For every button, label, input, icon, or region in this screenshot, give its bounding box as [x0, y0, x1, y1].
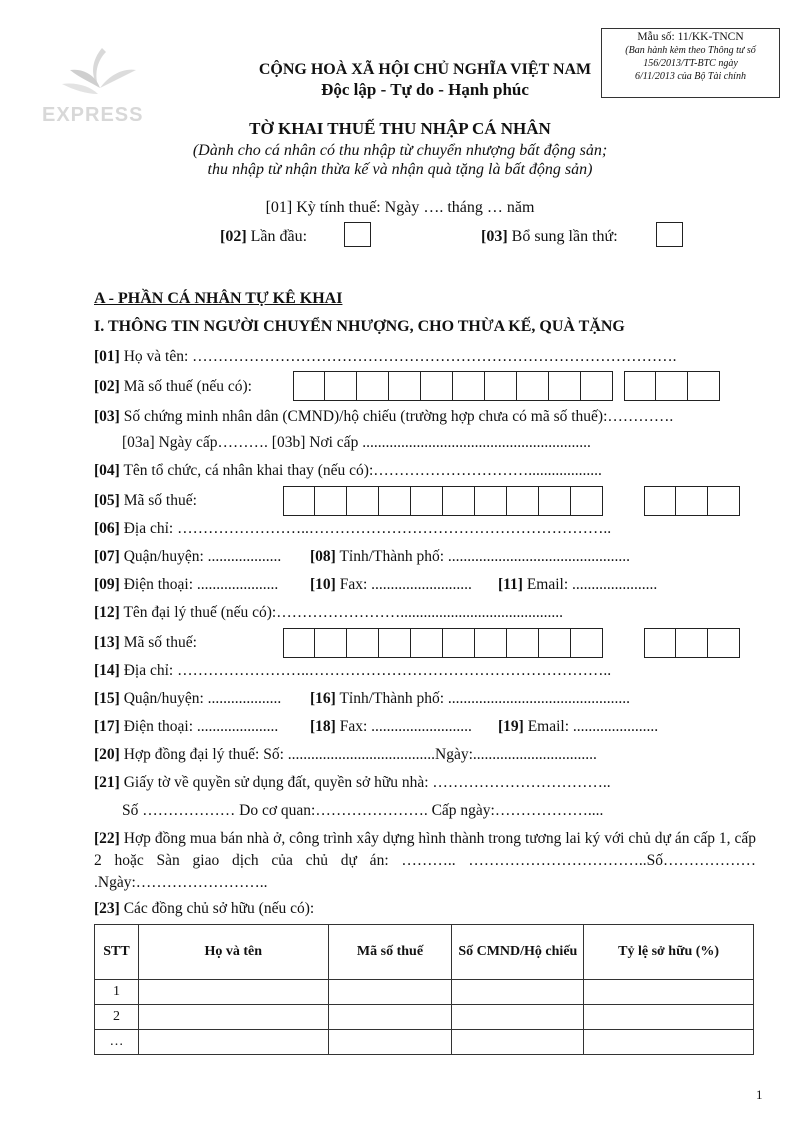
field-06-address[interactable]: [06] Địa chỉ: ……………………..………………………………………………….. — [94, 520, 612, 537]
field-03-id-number[interactable]: [03] Số chứng minh nhân dân (CMND)/hộ chiếu (trường hợp chưa có mã số thuế):…………. — [94, 408, 674, 425]
col-id-number: Số CMND/Hộ chiếu — [452, 925, 584, 980]
field-15-district[interactable]: [15] Quận/huyện: ................... — [94, 690, 282, 707]
field-20-agency-contract[interactable]: [20] Hợp đồng đại lý thuế: Số: ......................................Ngày:................................ — [94, 746, 597, 763]
field-05-tax-code-suffix-boxes[interactable] — [644, 486, 740, 516]
table-header-row — [95, 925, 754, 980]
field-03ab-issue-info[interactable]: [03a] Ngày cấp………. [03b] Nơi cấp ........................................................... — [122, 434, 591, 451]
form-code-line4: 6/11/2013 của Bộ Tài chính — [635, 71, 746, 82]
field-05-tax-code-label: [05] Mã số thuế: — [94, 492, 197, 509]
supplement-checkbox[interactable] — [656, 222, 683, 247]
field-21-certificate-details[interactable]: Số ……………… Do cơ quan:…………………. Cấp ngày:……………….... — [122, 802, 604, 819]
subtitle-line2: thu nhập từ nhận thừa kế và nhận quà tặng là bất động sản) — [207, 161, 593, 178]
field-01-name[interactable]: [01] Họ và tên: …………………………………………………………………………………. — [94, 348, 677, 365]
tax-period: [01] Kỳ tính thuế: Ngày …. tháng … năm — [265, 199, 535, 216]
form-code: Mẫu số: 11/KK-TNCN — [637, 31, 744, 43]
field-19-email[interactable]: [19] Email: ...................... — [498, 718, 659, 735]
form-code-box — [601, 28, 780, 98]
logo-text: EXPRESS — [42, 104, 144, 126]
field-05-tax-code-boxes[interactable] — [283, 486, 603, 516]
field-16-province[interactable]: [16] Tỉnh/Thành phố: ............................................... — [310, 690, 631, 707]
national-header — [255, 60, 595, 100]
form-code-line2: (Ban hành kèm theo Thông tư số — [625, 45, 756, 56]
col-stt: STT — [95, 925, 139, 980]
field-11-email[interactable]: [11] Email: ...................... — [498, 576, 658, 593]
section-a-heading: A - PHẦN CÁ NHÂN TỰ KÊ KHAI — [94, 290, 343, 307]
subtitle-line1: (Dành cho cá nhân có thu nhập từ chuyển nhượng bất động sản; — [192, 142, 608, 159]
table-row[interactable]: … — [95, 1030, 754, 1055]
table-row[interactable]: 1 — [95, 980, 754, 1005]
section-1-heading: I. THÔNG TIN NGƯỜI CHUYỂN NHƯỢNG, CHO THỪA KẾ, QUÀ TẶNG — [94, 318, 625, 335]
field-13-tax-code-suffix-boxes[interactable] — [644, 628, 740, 658]
field-02-tax-code-label: [02] Mã số thuế (nếu có): — [94, 378, 252, 395]
field-18-fax[interactable]: [18] Fax: .......................... — [310, 718, 472, 735]
field-13-tax-code-boxes[interactable] — [283, 628, 603, 658]
field-10-fax[interactable]: [10] Fax: .......................... — [310, 576, 472, 593]
field-22-purchase-contract[interactable]: [22] Hợp đồng mua bán nhà ở, công trình xây dựng hình thành trong tương lai ký với chủ dự án cấp 1, cấp 2 hoặc Sàn giao dịch của chủ dự án: ……….. ……………………………..Số……………… .Ngày:…………………….. — [94, 830, 756, 891]
col-ownership-ratio: Tỷ lệ sở hữu (%) — [584, 925, 754, 980]
field-13-tax-code-label: [13] Mã số thuế: — [94, 634, 197, 651]
page-number: 1 — [756, 1087, 763, 1102]
nation-name: CỘNG HOÀ XÃ HỘI CHỦ NGHĨA VIỆT NAM — [258, 61, 592, 78]
motto: Độc lập - Tự do - Hạnh phúc — [321, 80, 529, 99]
form-code-line3: 156/2013/TT-BTC ngày — [643, 58, 738, 69]
field-09-phone[interactable]: [09] Điện thoại: ..................... — [94, 576, 279, 593]
form-title: TỜ KHAI THUẾ THU NHẬP CÁ NHÂN — [249, 119, 551, 138]
co-owners-table — [94, 924, 754, 1055]
first-time-label: [02] Lần đầu: — [220, 228, 308, 245]
field-02-tax-code-suffix-boxes[interactable] — [624, 371, 720, 401]
col-name: Họ và tên — [138, 925, 328, 980]
field-17-phone[interactable]: [17] Điện thoại: ..................... — [94, 718, 279, 735]
table-row[interactable]: 2 — [95, 1005, 754, 1030]
first-time-checkbox[interactable] — [344, 222, 371, 247]
supplement-label: [03] Bổ sung lần thứ: — [481, 228, 618, 245]
field-21-land-certificate[interactable]: [21] Giấy tờ về quyền sử dụng đất, quyền sở hữu nhà: …………………………….. — [94, 774, 611, 791]
field-14-address[interactable]: [14] Địa chỉ: ……………………..………………………………………………….. — [94, 662, 612, 679]
field-12-tax-agent-name[interactable]: [12] Tên đại lý thuế (nếu có):…………………….......................................... — [94, 604, 563, 621]
field-23-co-owners-label: [23] Các đồng chủ sở hữu (nếu có): — [94, 900, 315, 917]
field-04-agent-name[interactable]: [04] Tên tổ chức, cá nhân khai thay (nếu có):…………………………................... — [94, 462, 602, 479]
field-08-province[interactable]: [08] Tỉnh/Thành phố: ............................................... — [310, 548, 631, 565]
col-tax-code: Mã số thuế — [328, 925, 452, 980]
field-07-district[interactable]: [07] Quận/huyện: ................... — [94, 548, 282, 565]
field-02-tax-code-boxes[interactable] — [293, 371, 613, 401]
form-subtitle — [100, 141, 700, 179]
